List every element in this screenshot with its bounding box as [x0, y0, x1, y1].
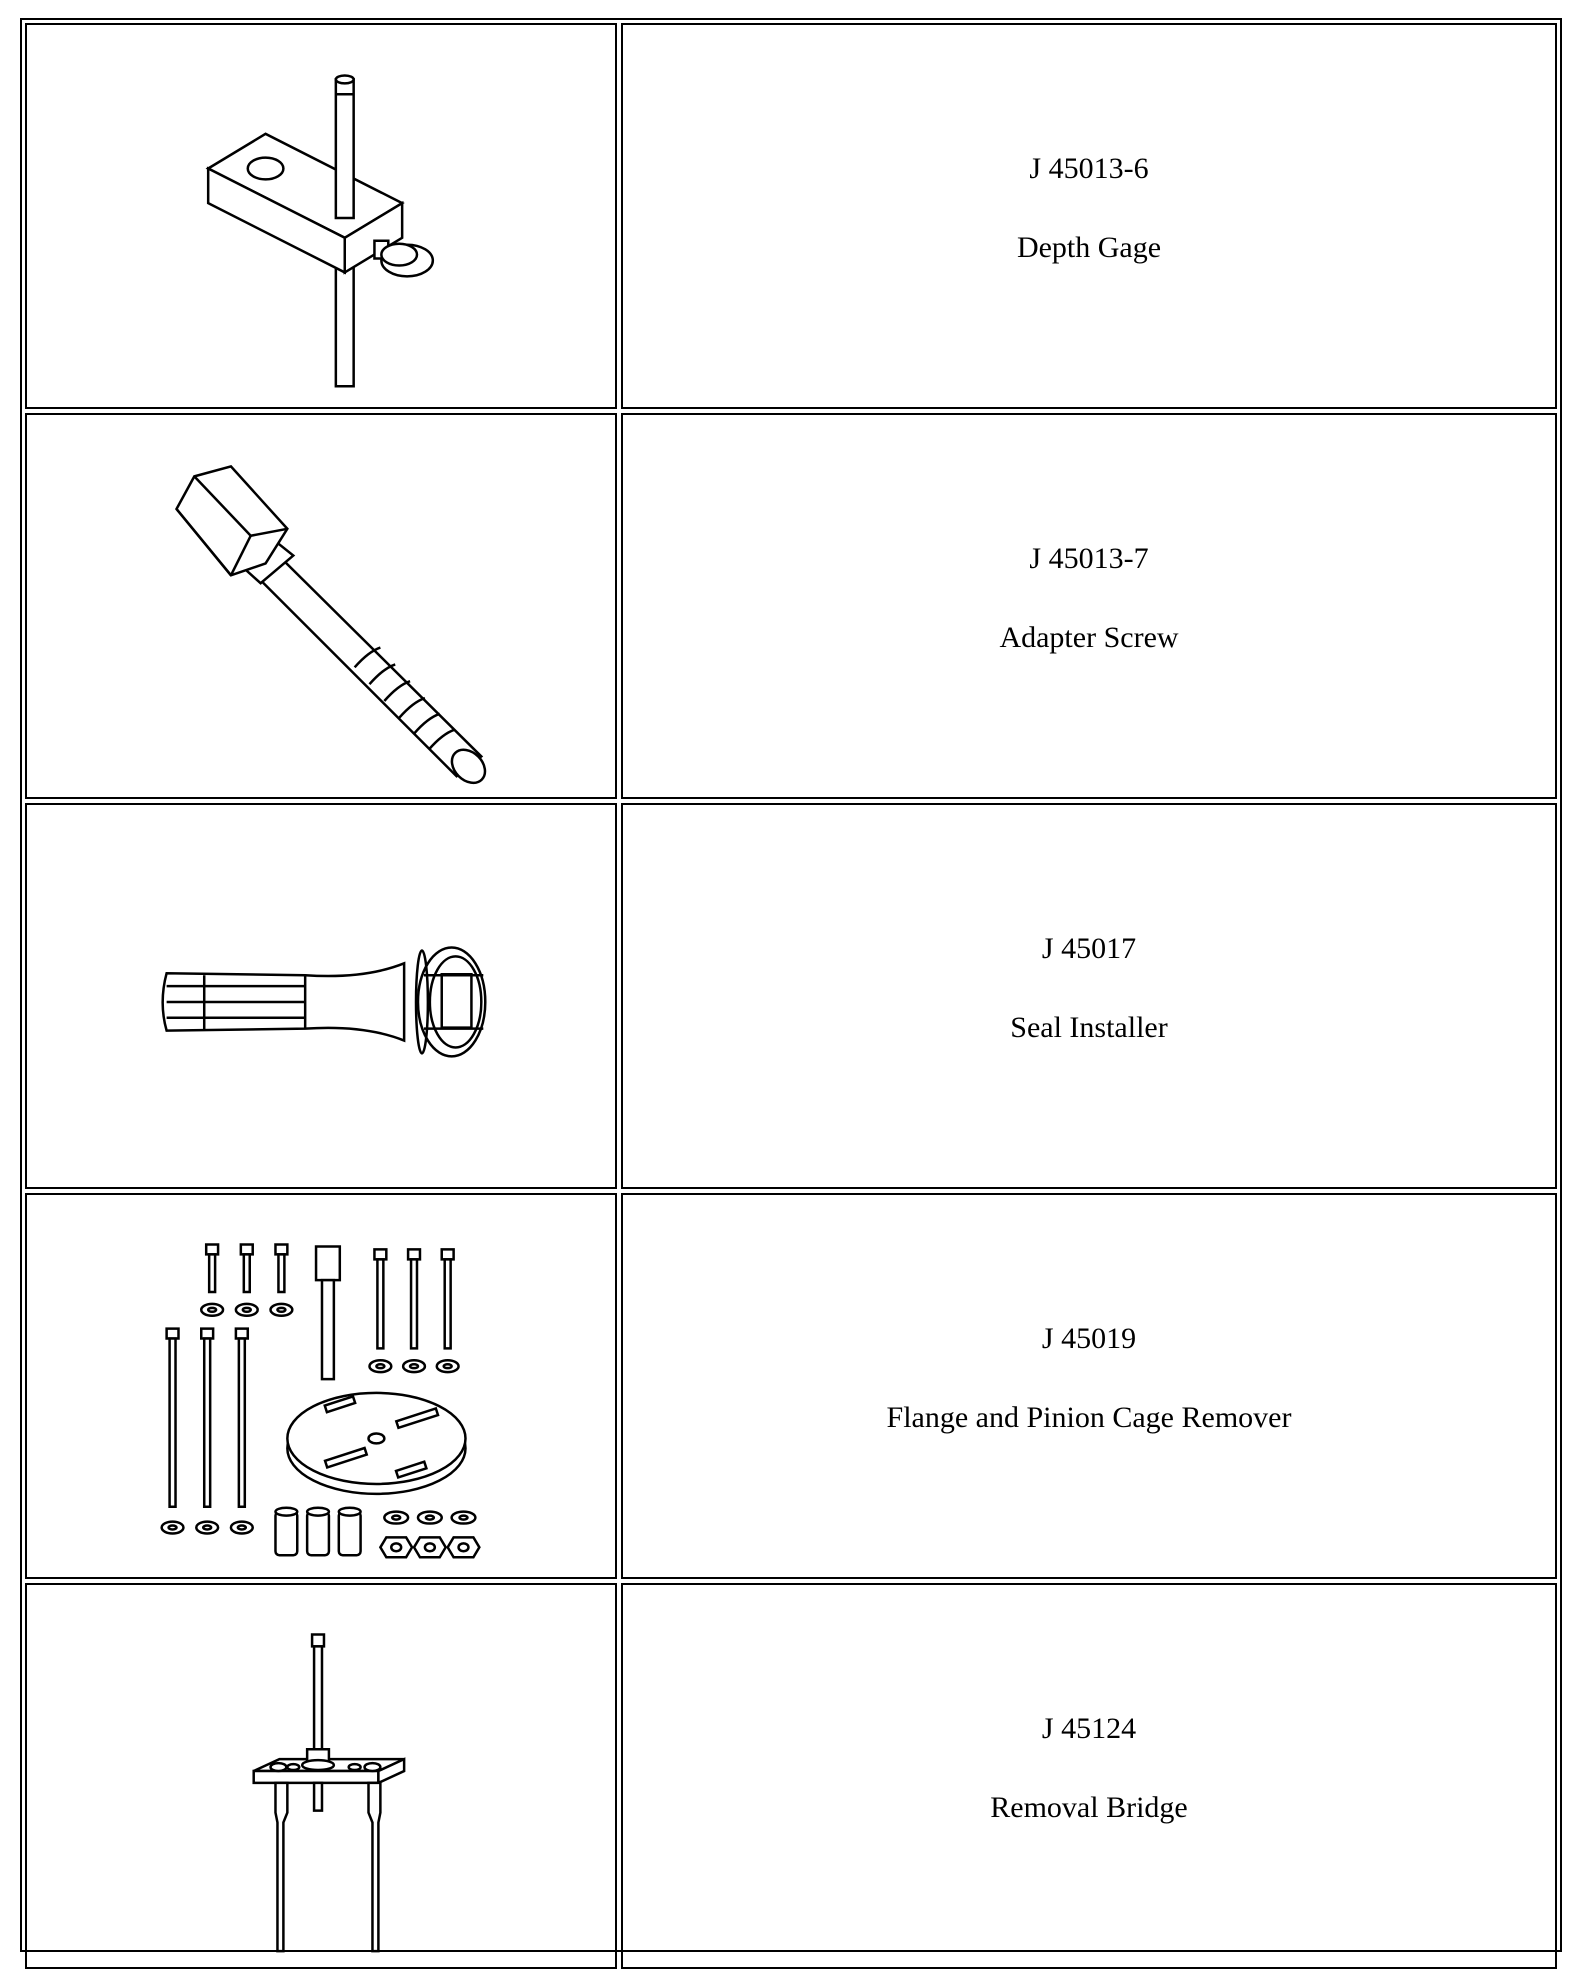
table-row [25, 803, 1557, 1189]
tool-table [20, 18, 1562, 1952]
tool-number: J 45013-6 [1029, 152, 1149, 185]
tool-info-cell [621, 23, 1557, 409]
seal-installer-icon [27, 805, 615, 1187]
tool-name: Removal Bridge [990, 1791, 1188, 1824]
tool-name: Adapter Screw [999, 621, 1179, 654]
tool-name: Depth Gage [1016, 231, 1162, 264]
tool-info-cell [621, 1583, 1557, 1969]
tool-info-cell [621, 1193, 1557, 1579]
tool-name: Flange and Pinion Cage Remover [886, 1401, 1292, 1434]
tool-number: J 45013-7 [1029, 542, 1149, 575]
tool-image-cell [25, 23, 617, 409]
tool-number: J 45019 [1041, 1322, 1137, 1355]
removal-bridge-icon [27, 1585, 615, 1967]
flange-pinion-cage-remover-icon [27, 1195, 615, 1577]
table-row [25, 1583, 1557, 1969]
tool-info-cell [621, 803, 1557, 1189]
table-row [25, 1193, 1557, 1579]
tool-info-cell [621, 413, 1557, 799]
tool-image-cell [25, 803, 617, 1189]
tool-number: J 45017 [1041, 932, 1137, 965]
tool-image-cell [25, 1583, 617, 1969]
tool-number: J 45124 [1041, 1712, 1137, 1745]
tool-image-cell [25, 413, 617, 799]
table-row [25, 413, 1557, 799]
tool-image-cell [25, 1193, 617, 1579]
depth-gage-icon [27, 25, 615, 407]
table-row [25, 23, 1557, 409]
tool-name: Seal Installer [1010, 1011, 1168, 1044]
adapter-screw-icon [27, 415, 615, 797]
